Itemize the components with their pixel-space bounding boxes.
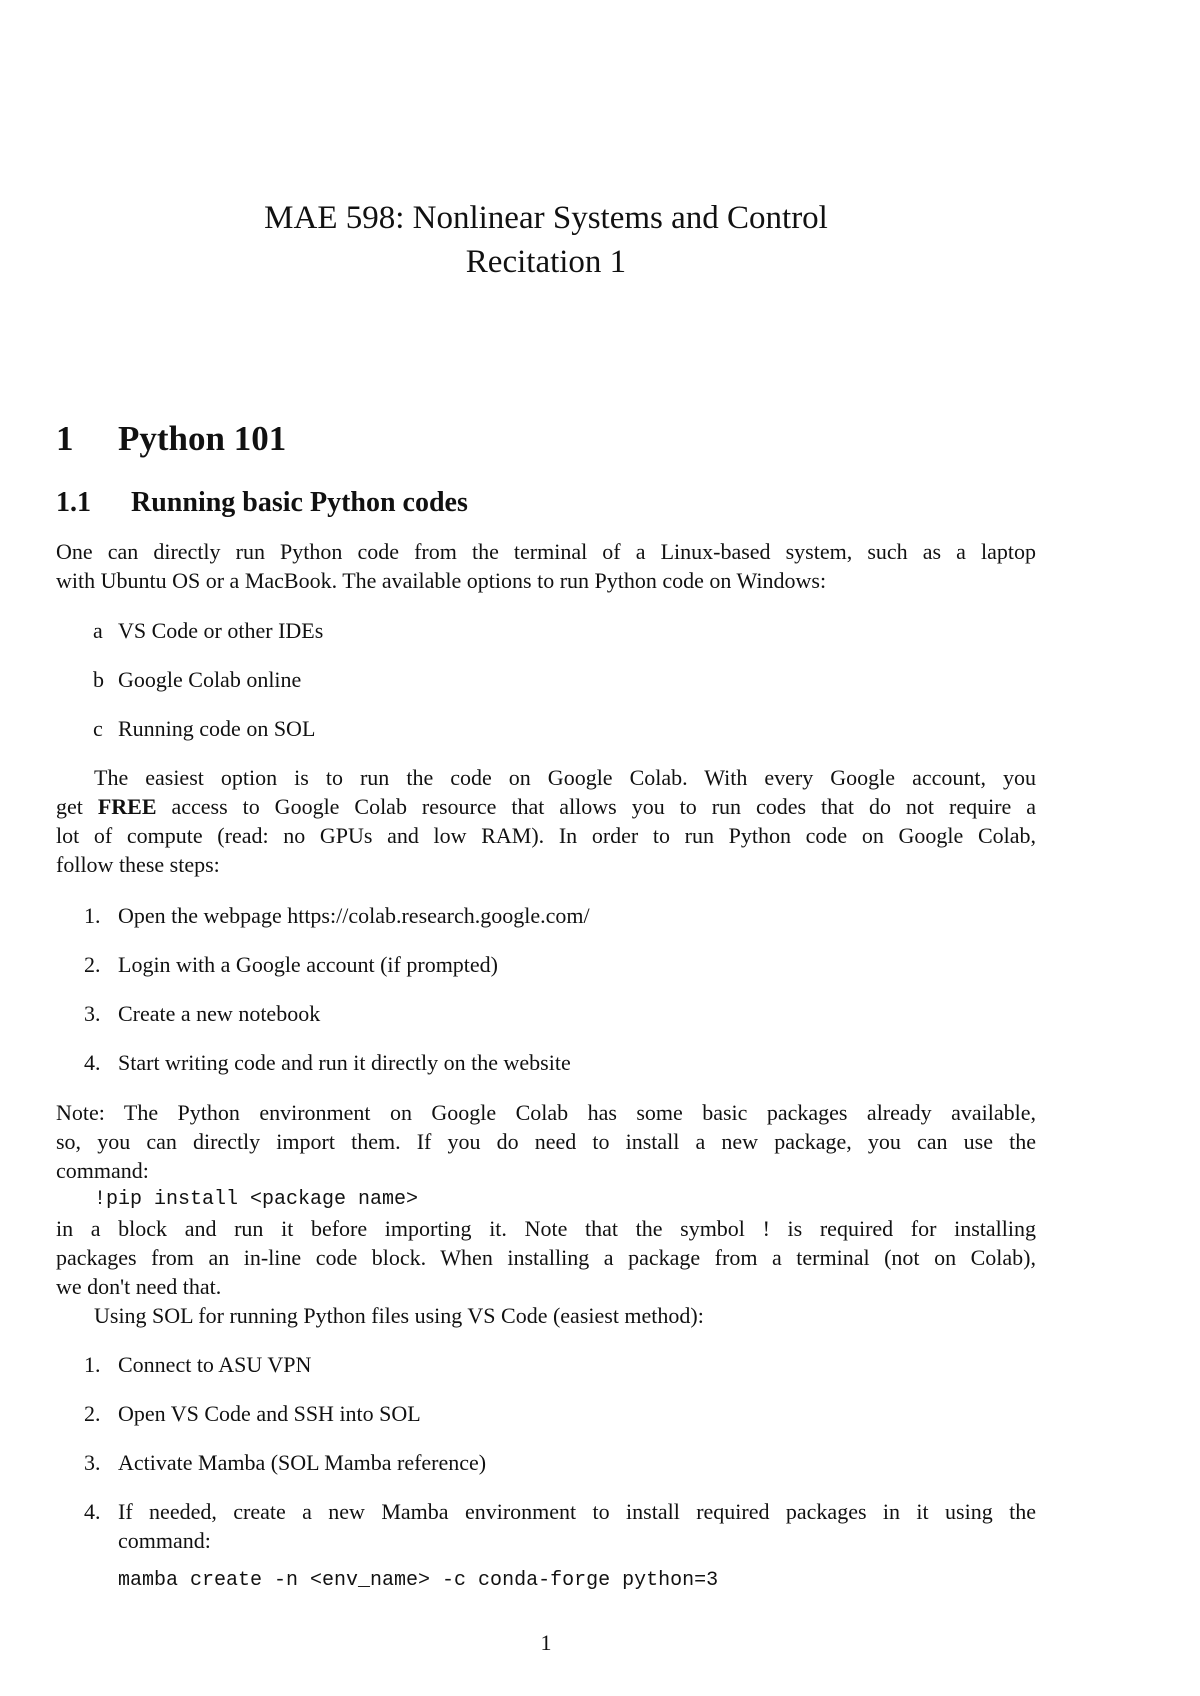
sol-step [84, 1497, 1036, 1555]
colab-step [84, 950, 498, 979]
intro-line: One can directly run Python code from the terminal of a Linux-based system, such as a laptop [56, 539, 1036, 564]
subsection-title: Running basic Python codes [131, 487, 468, 518]
course-title: MAE 598: Nonlinear Systems and Control [264, 200, 828, 236]
subsection-heading [56, 487, 468, 519]
pip-install-code: !pip install <package name> [94, 1188, 419, 1211]
note-line: command: [56, 1158, 149, 1183]
step-text: Open VS Code and SSH into SOL [118, 1401, 421, 1426]
option-label: b [93, 667, 104, 692]
section-number: 1 [56, 419, 74, 458]
step-label: 2. [84, 952, 101, 977]
step-text: If needed, create a new Mamba environment to install required packages in it using the [118, 1499, 1036, 1524]
option-label: a [93, 618, 103, 643]
colab-line: lot of compute (read: no GPUs and low RAM). In order to run Python code on Google Colab, [56, 823, 1036, 848]
step-label: 1. [84, 1352, 101, 1377]
step-text: Start writing code and run it directly on the website [118, 1050, 571, 1075]
note-line: Note: The Python environment on Google Colab has some basic packages already available, [56, 1100, 1036, 1125]
document-title [0, 196, 1092, 284]
step-text: command: [118, 1528, 211, 1553]
sol-step [84, 1448, 486, 1477]
section-title: Python 101 [118, 419, 287, 458]
colab-step [84, 999, 320, 1028]
step-text: Connect to ASU VPN [118, 1352, 312, 1377]
note-paragraph [56, 1098, 1036, 1330]
step-text: Activate Mamba (SOL Mamba reference) [118, 1450, 487, 1475]
page-number: 1 [540, 1630, 552, 1655]
section-heading [56, 419, 286, 459]
note-line: packages from an in-line code block. When installing a package from a terminal (not on Colab), [56, 1245, 1036, 1270]
step-label: 3. [84, 1001, 101, 1026]
intro-paragraph [56, 537, 1036, 595]
option-text: Google Colab online [118, 667, 302, 692]
colab-step [84, 1048, 571, 1077]
option-item [93, 714, 315, 743]
colab-paragraph [56, 763, 1036, 879]
step-label: 1. [84, 903, 101, 928]
step-label: 3. [84, 1450, 101, 1475]
mamba-create-command: mamba create -n <env_name> -c conda-forge python=3 [118, 1569, 719, 1592]
intro-line: with Ubuntu OS or a MacBook. The available options to run Python code on Windows: [56, 568, 827, 593]
option-item [93, 665, 301, 694]
recitation-title: Recitation 1 [465, 244, 627, 280]
step-text: Login with a Google account (if prompted) [118, 952, 499, 977]
option-text: Running code on SOL [118, 716, 316, 741]
step-text: Open the webpage https://colab.research.google.com/ [118, 903, 590, 928]
free-emphasis: FREE [97, 794, 157, 819]
option-item [93, 616, 323, 645]
sol-step [84, 1399, 421, 1428]
step-label: 4. [84, 1050, 101, 1075]
colab-line: follow these steps: [56, 852, 220, 877]
note-line: we don't need that. [56, 1274, 222, 1299]
subsection-number: 1.1 [56, 487, 91, 518]
colab-line: get FREE access to Google Colab resource that allows you to run codes that do not require a [56, 794, 1037, 819]
sol-intro: Using SOL for running Python files using VS Code (easiest method): [94, 1303, 704, 1328]
colab-line: The easiest option is to run the code on Google Colab. With every Google account, you [94, 765, 1036, 790]
step-text: Create a new notebook [118, 1001, 321, 1026]
note-line: so, you can directly import them. If you do need to install a new package, you can use the [56, 1129, 1036, 1154]
option-label: c [93, 716, 103, 741]
sol-step [84, 1350, 311, 1379]
step-label: 2. [84, 1401, 101, 1426]
step-label: 4. [84, 1499, 101, 1524]
option-text: VS Code or other IDEs [118, 618, 324, 643]
note-line: in a block and run it before importing it. Note that the symbol ! is required for installing [56, 1216, 1036, 1241]
colab-step [84, 901, 590, 930]
